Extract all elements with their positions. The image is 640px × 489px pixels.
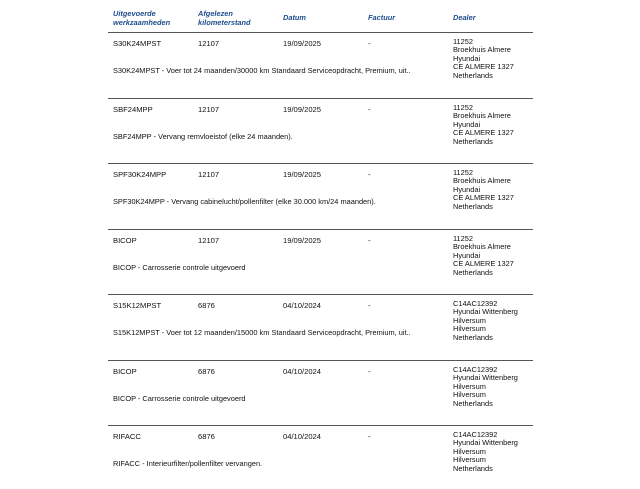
- dealer-info: [453, 169, 533, 211]
- service-date: 04/10/2024: [283, 367, 322, 376]
- dealer-line: 11252: [453, 37, 474, 46]
- odometer-value: 12107: [198, 236, 220, 245]
- dealer-info: [453, 431, 533, 473]
- dealer-line: Netherlands: [453, 463, 493, 473]
- work-code: SBF24MPP: [113, 105, 153, 114]
- work-description: RIFACC - Interieurfilter/pollenfilter vervangen.: [113, 459, 263, 468]
- service-date: 19/09/2025: [283, 105, 322, 114]
- invoice-value: -: [368, 170, 371, 179]
- dealer-line: Netherlands: [453, 136, 493, 146]
- invoice-value: -: [368, 367, 371, 376]
- dealer-line: CE ALMERE 1327: [453, 62, 514, 72]
- header-work-performed: Uitgevoerde werkzaamheden: [113, 9, 171, 27]
- work-description: S15K12MPST - Voer tot 12 maanden/15000 km Standaard Serviceopdracht, Premium, uit..: [113, 328, 411, 337]
- work-description: BICOP - Carrosserie controle uitgevoerd: [113, 394, 246, 403]
- work-description: BICOP - Carrosserie controle uitgevoerd: [113, 263, 246, 272]
- dealer-line: Netherlands: [453, 70, 493, 80]
- dealer-info: [453, 104, 533, 146]
- odometer-value: 6876: [198, 301, 215, 310]
- table-row: [108, 294, 533, 358]
- dealer-line: Netherlands: [453, 332, 493, 342]
- dealer-line: Netherlands: [453, 201, 493, 211]
- table-row: [108, 360, 533, 424]
- work-description: S30K24MPST - Voer tot 24 maanden/30000 km Standaard Serviceopdracht, Premium, uit..: [113, 66, 411, 75]
- header-date: Datum: [283, 13, 306, 22]
- dealer-line: Broekhuis Almere: [453, 45, 511, 55]
- dealer-line: Hyundai: [453, 53, 481, 63]
- dealer-line: Hyundai Wittenberg: [453, 438, 518, 448]
- header-invoice: Factuur: [368, 13, 396, 22]
- table-row: [108, 229, 533, 293]
- dealer-line: Hyundai Wittenberg: [453, 307, 518, 317]
- dealer-line: Hilversum: [453, 455, 486, 465]
- invoice-value: -: [368, 236, 371, 245]
- dealer-line: Hilversum: [453, 315, 486, 325]
- work-code: BICOP: [113, 367, 137, 376]
- dealer-info: [453, 38, 533, 80]
- table-row: [108, 98, 533, 162]
- dealer-line: Hilversum: [453, 324, 486, 334]
- dealer-line: Hilversum: [453, 381, 486, 391]
- dealer-line: 11252: [453, 103, 474, 112]
- dealer-line: C14AC12392: [453, 430, 498, 439]
- invoice-value: -: [368, 105, 371, 114]
- dealer-line: C14AC12392: [453, 365, 498, 374]
- invoice-value: -: [368, 39, 371, 48]
- work-code: S30K24MPST: [113, 39, 162, 48]
- odometer-value: 12107: [198, 170, 220, 179]
- dealer-line: CE ALMERE 1327: [453, 128, 514, 138]
- table-row: [108, 425, 533, 489]
- work-description: SBF24MPP - Vervang remvloeistof (elke 24 maanden).: [113, 132, 293, 141]
- odometer-value: 12107: [198, 39, 220, 48]
- odometer-value: 6876: [198, 367, 215, 376]
- work-code: S15K12MPST: [113, 301, 162, 310]
- dealer-line: Hilversum: [453, 390, 486, 400]
- dealer-line: Netherlands: [453, 267, 493, 277]
- service-date: 04/10/2024: [283, 301, 322, 310]
- work-code: RIFACC: [113, 432, 141, 441]
- invoice-value: -: [368, 432, 371, 441]
- dealer-line: Netherlands: [453, 398, 493, 408]
- header-odometer: Afgelezen kilometerstand: [198, 9, 251, 27]
- dealer-line: Broekhuis Almere: [453, 176, 511, 186]
- dealer-line: CE ALMERE 1327: [453, 193, 514, 203]
- work-description: SPF30K24MPP - Vervang cabinelucht/pollenfilter (elke 30.000 km/24 maanden).: [113, 197, 376, 206]
- dealer-line: C14AC12392: [453, 299, 498, 308]
- odometer-value: 12107: [198, 105, 220, 114]
- dealer-line: Broekhuis Almere: [453, 111, 511, 121]
- table-header: [108, 0, 533, 33]
- dealer-line: Hyundai: [453, 184, 481, 194]
- dealer-line: Hyundai Wittenberg: [453, 373, 518, 383]
- header-dealer: Dealer: [453, 13, 476, 22]
- work-code: BICOP: [113, 236, 137, 245]
- dealer-info: [453, 366, 533, 408]
- odometer-value: 6876: [198, 432, 215, 441]
- dealer-info: [453, 235, 533, 277]
- dealer-line: CE ALMERE 1327: [453, 259, 514, 269]
- table-row: [108, 163, 533, 227]
- dealer-line: 11252: [453, 168, 474, 177]
- service-date: 04/10/2024: [283, 432, 322, 441]
- service-date: 19/09/2025: [283, 39, 322, 48]
- service-date: 19/09/2025: [283, 236, 322, 245]
- dealer-line: Hyundai: [453, 119, 481, 129]
- invoice-value: -: [368, 301, 371, 310]
- dealer-line: Broekhuis Almere: [453, 242, 511, 252]
- service-date: 19/09/2025: [283, 170, 322, 179]
- work-code: SPF30K24MPP: [113, 170, 167, 179]
- dealer-line: 11252: [453, 234, 474, 243]
- table-row: [108, 32, 533, 96]
- dealer-info: [453, 300, 533, 342]
- dealer-line: Hilversum: [453, 446, 486, 456]
- dealer-line: Hyundai: [453, 250, 481, 260]
